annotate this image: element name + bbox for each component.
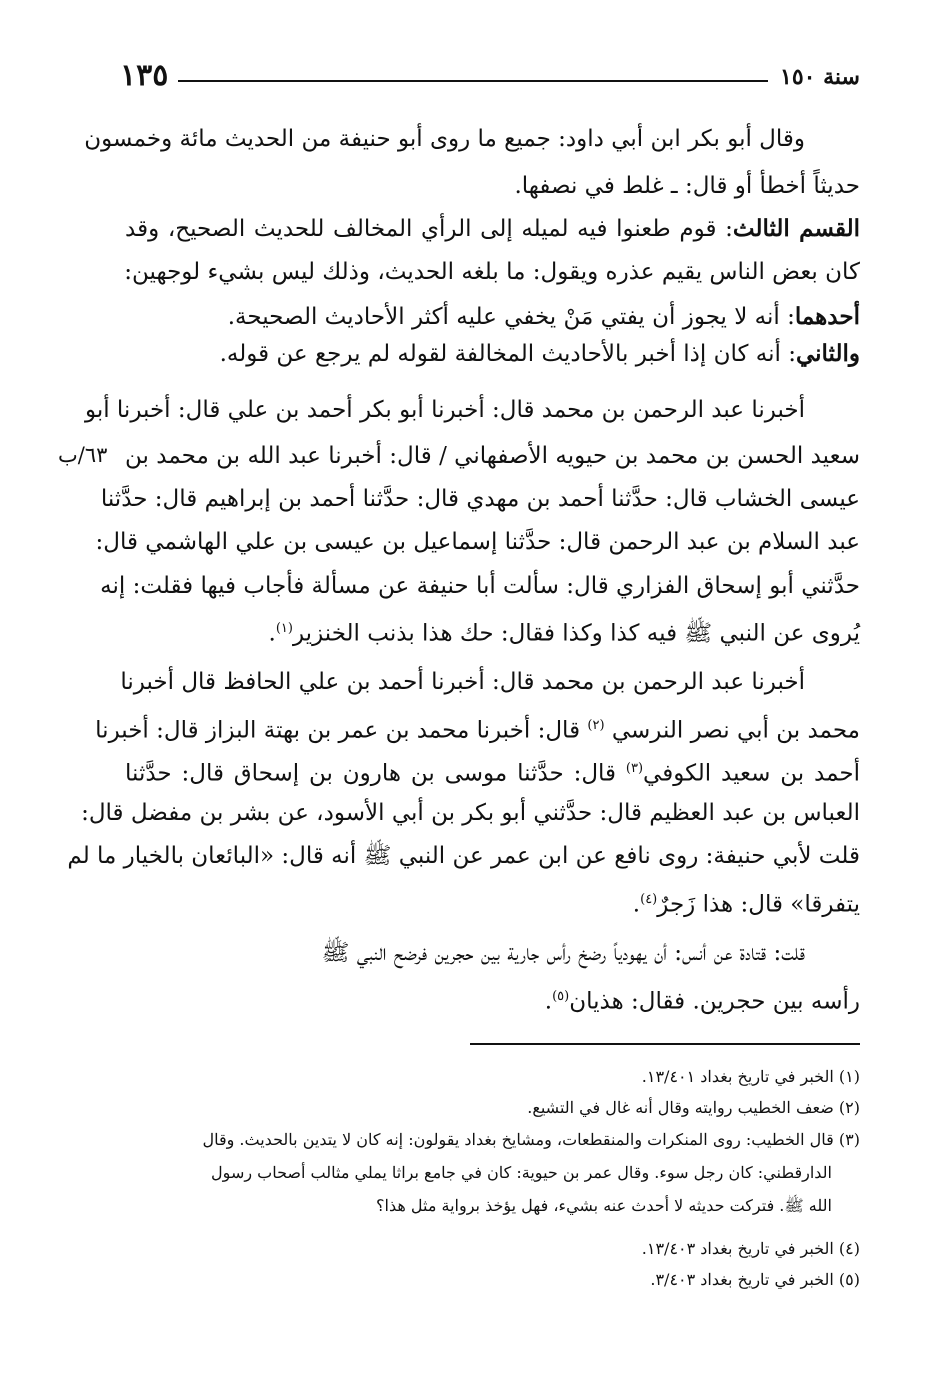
text-line: القسم الثالث: قوم طعنوا فيه لميله إلى الرأي المخالف للحديث الصحيح، وقد: [125, 215, 860, 242]
footnote-ref[interactable]: (٤): [640, 892, 658, 907]
text-line: قلت لأبي حنيفة: روى نافع عن ابن عمر عن النبي ﷺ أنه قال: «البائعان بالخيار ما لم: [67, 843, 860, 869]
text-line: يُروى عن النبي ﷺ فيه كذا وكذا فقال: حك هذا بذنب الخنزير$^{(١)}$.: [268, 620, 860, 647]
footnote-1: (١) الخبر في تاريخ بغداد ١٣/٤٠١.: [641, 1067, 860, 1086]
footnote-separator: [470, 1043, 860, 1045]
section-heading: القسم الثالث: [732, 215, 860, 242]
text-line: يتفرقا» قال: هذا زَجرٌ$^{(٤)}$.: [632, 891, 860, 918]
text-line: أحدهما: أنه لا يجوز أن يفتي مَنْ يخفي عليه أكثر الأحاديث الصحيحة.: [227, 303, 860, 330]
page-header: [120, 58, 860, 98]
text-line: سعيد الحسن بن محمد بن حيويه الأصفهاني / قال: أخبرنا عبد الله بن محمد بن: [125, 443, 860, 469]
text-line: حدَّثني أبو إسحاق الفزاري قال: سألت أبا حنيفة عن مسألة فأجاب فيها فقلت: إنه: [100, 573, 860, 599]
text-line: أحمد بن سعيد الكوفي$^{(٣)}$ قال: حدَّثنا موسى بن هارون بن إسحاق قال: حدَّثنا: [125, 760, 860, 787]
text-line: قلت: قتادة عن أنس: أن يهودياً رضخ رأس جارية بين حجرين فرضح النبي ﷺ: [321, 940, 805, 966]
text-line: أخبرنا عبد الرحمن بن محمد قال: أخبرنا أبو بكر أحمد بن علي قال: أخبرنا أبو: [84, 397, 805, 423]
footnote-3-cont: الله ﷺ. فتركت حديثه لا أحدث عنه بشيء، فهل يؤخذ برواية مثل هذا؟: [376, 1196, 832, 1215]
header-rule: [178, 80, 768, 82]
text-line: كان بعض الناس يقيم عذره ويقول: ما بلغه الحديث، وذلك ليس بشيء لوجهين:: [124, 259, 860, 285]
footnote-ref[interactable]: (١): [275, 621, 293, 636]
text-line: أخبرنا عبد الرحمن بن محمد قال: أخبرنا أحمد بن علي الحافظ قال أخبرنا: [120, 669, 805, 695]
page-number: ١٣٥: [120, 58, 169, 93]
footnote-3-cont: الدارقطني: كان رجل سوء. وقال عمر بن حيوية: كان في جامع براثا يملي مثالب أصحاب رسول: [211, 1163, 832, 1182]
text-line: العباس بن عبد العظيم قال: حدَّثني أبو بكر بن أبي الأسود، عن بشر بن مفضل قال:: [81, 800, 860, 826]
footnote-4: (٤) الخبر في تاريخ بغداد ١٣/٤٠٣.: [641, 1239, 860, 1258]
footnote-ref[interactable]: (٣): [625, 761, 644, 776]
running-title: سنة ١٥٠: [780, 64, 860, 90]
text-line: محمد بن أبي نصر النرسي $^{(٢)}$ قال: أخبرنا محمد بن عمر بن بهتة البزاز قال: أخبرنا: [95, 717, 860, 744]
manuscript-folio-marker: ٦٣/ب: [58, 443, 108, 467]
text-line: عبد السلام بن عبد الرحمن قال: حدَّثنا إسماعيل بن عيسى بن علي الهاشمي قال:: [95, 529, 860, 555]
footnote-2: (٢) ضعف الخطيب روايته وقال أنه غال في التشيع.: [527, 1098, 860, 1117]
footnote-ref[interactable]: (٢): [587, 718, 605, 733]
text-line: رأسه بين حجرين. فقال: هذيان$^{(٥)}$.: [544, 988, 860, 1015]
point-heading: والثاني: [795, 340, 860, 367]
footnote-5: (٥) الخبر في تاريخ بغداد ٣/٤٠٣.: [650, 1270, 860, 1289]
text-line: والثاني: أنه كان إذا أخبر بالأحاديث المخالفة لقوله لم يرجع عن قوله.: [219, 340, 860, 367]
point-heading: أحدهما: [794, 303, 860, 330]
text-line: عيسى الخشاب قال: حدَّثنا أحمد بن مهدي قال: حدَّثنا أحمد بن إبراهيم قال: حدَّثنا: [100, 486, 860, 512]
footnote-ref[interactable]: (٥): [552, 989, 570, 1004]
text-line: حديثاً أخطأ أو قال: ـ غلط في نصفها.: [514, 173, 860, 199]
text-line: وقال أبو بكر ابن أبي داود: جميع ما روى أبو حنيفة من الحديث مائة وخمسون: [84, 126, 805, 152]
footnote-3: (٣) قال الخطيب: روى المنكرات والمنقطعات، ومشايخ بغداد يقولون: إنه كان لا يتدين بالحديث. وقال: [202, 1130, 860, 1149]
